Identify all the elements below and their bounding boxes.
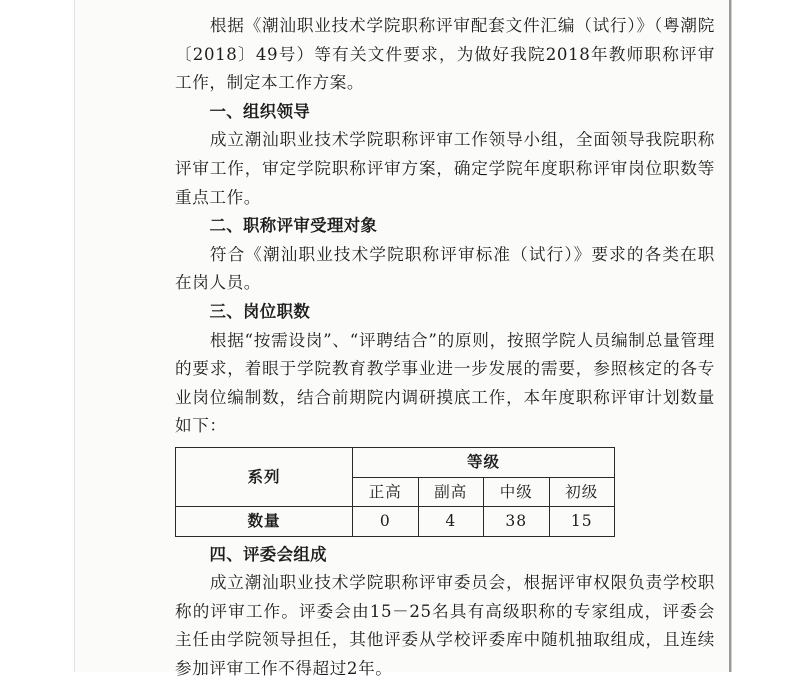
count-cell: 38 [484, 507, 550, 537]
count-cell: 0 [353, 507, 419, 537]
section-2-body: 符合《潮汕职业技术学院职称评审标准（试行）》要求的各类在职在岗人员。 [175, 244, 715, 293]
section-3-body: 根据“按需设岗”、“评聘结合”的原则，按照学院人员编制总量管理的要求，着眼于学院教育教学事业进一步发展的需要，参照核定的各专业岗位编制数，结合前期院内调研摸底工作，本年度职称评审计划数量如下： [175, 330, 715, 436]
section-4-body: 成立潮汕职业技术学院职称评审委员会，根据评审权限负责学校职称的评审工作。评委会由15－25名具有高级职称的专家组成，评委会主任由学院领导担任，其他评委从学校评委库中随机抽取组成，且连续参加评审工作不得超过2年。 [175, 573, 715, 679]
quota-table [175, 447, 615, 537]
grade-cell: 中级 [484, 477, 550, 507]
section-1-body: 成立潮汕职业技术学院职称评审工作领导小组，全面领导我院职称评审工作，审定学院职称评审方案，确定学院年度职称评审岗位职数等重点工作。 [175, 130, 715, 207]
section-1-heading: 一、组织领导 [209, 101, 311, 121]
section-4-heading: 四、评委会组成 [209, 544, 327, 564]
series-header-cell: 系列 [176, 447, 353, 506]
section-2-heading: 二、职称评审受理对象 [209, 216, 378, 236]
count-row-label: 数量 [176, 507, 353, 537]
document-content [175, 12, 715, 684]
section-3-heading: 三、岗位职数 [209, 301, 311, 321]
grade-header-cell: 等级 [353, 447, 615, 477]
grade-cell: 正高 [353, 477, 419, 507]
count-cell: 4 [418, 507, 484, 537]
intro-paragraph: 根据《潮汕职业技术学院职称评审配套文件汇编（试行）》（粤潮院〔2018〕49号）等有关文件要求，为做好我院2018年教师职称评审工作，制定本工作方案。 [175, 16, 715, 93]
grade-cell: 副高 [418, 477, 484, 507]
grade-cell: 初级 [549, 477, 615, 507]
count-cell: 15 [549, 507, 615, 537]
document-page [74, 0, 731, 679]
